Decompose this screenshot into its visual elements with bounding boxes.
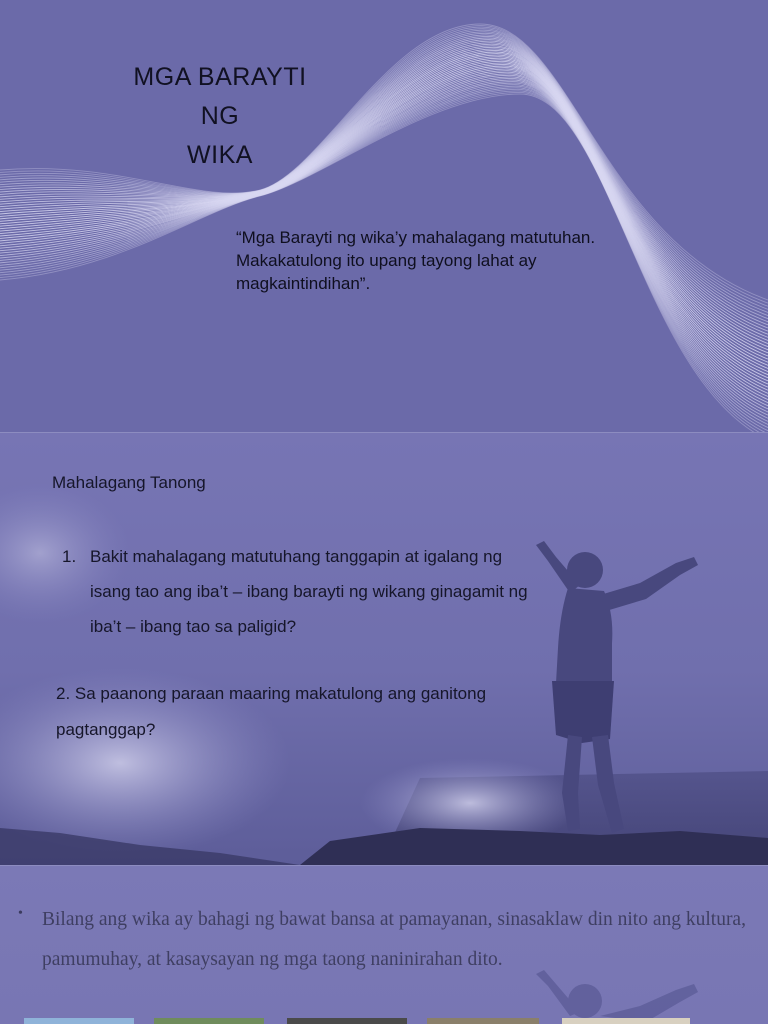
bullet-text: Bilang ang wika ay bahagi ng bawat bansa at pamayanan, sinasaklaw din nito ang kultura, pamumuhay, at kasaysayan ng mga taong naninirahan dito. xyxy=(42,909,746,970)
questions-slide xyxy=(0,433,768,865)
title-line: WIKA xyxy=(187,141,253,169)
thumbnail-image xyxy=(24,1018,134,1024)
slide-title xyxy=(110,58,330,175)
thumbnail-image xyxy=(154,1018,264,1024)
boy-at-sea-photo xyxy=(0,433,768,865)
question-one xyxy=(62,539,532,644)
question-text: Bakit mahalagang matutuhang tanggapin at igalang ng isang tao ang iba’t – ibang barayti ng wikang ginagamit ng iba’t – ibang tao sa paligid? xyxy=(90,547,528,636)
title-slide xyxy=(0,0,768,432)
question-two: 2. Sa paanong paraan maaring makatulong ang ganitong pagtanggap? xyxy=(56,684,487,739)
title-line: NG xyxy=(200,102,240,130)
bullet-icon: • xyxy=(18,906,23,921)
thumbnail-image xyxy=(427,1018,539,1024)
thumbnail-image xyxy=(562,1018,690,1024)
slide-quote: “Mga Barayti ng wika’y mahalagang matutuhan. Makakatulong ito upang tayong lahat ay magkaintindihan”. xyxy=(236,228,596,293)
section-heading: Mahalagang Tanong xyxy=(52,473,206,492)
title-line: MGA BARAYTI xyxy=(133,63,307,91)
question-number: 1. xyxy=(62,547,77,566)
thumbnail-image xyxy=(287,1018,407,1024)
content-slide xyxy=(0,866,768,1024)
